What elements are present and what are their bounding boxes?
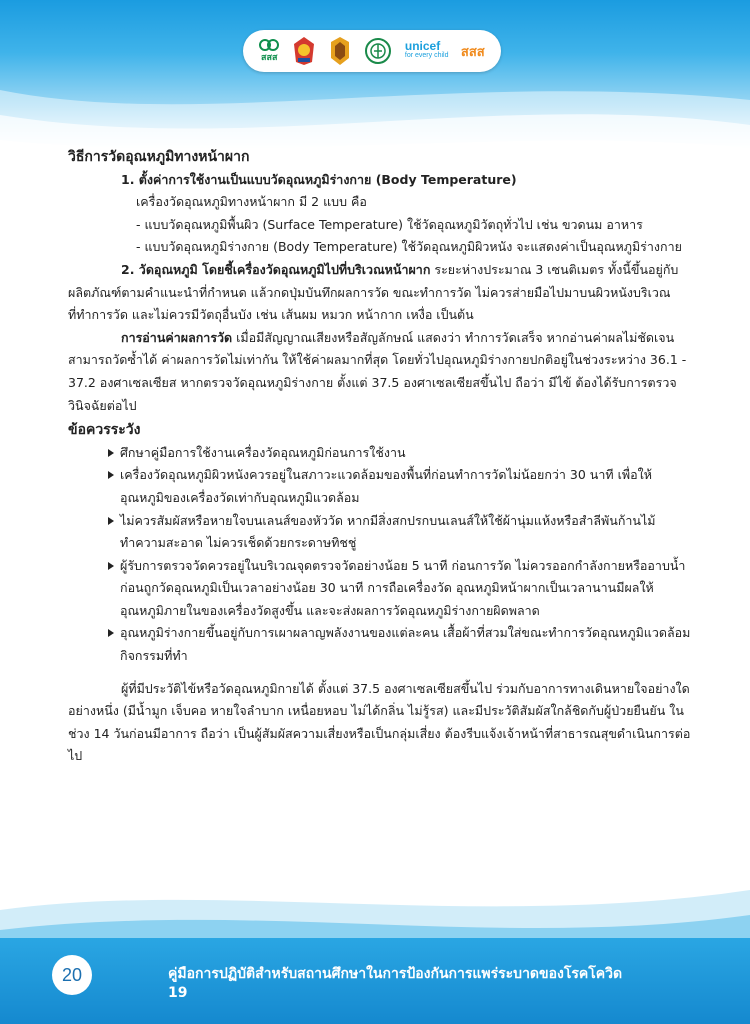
cautions-list xyxy=(68,442,694,668)
list-item: อุณหภูมิร่างกายขึ้นอยู่กับการเผาผลาญพลังงานของแต่ละคน เสื้อผ้าที่สวมใส่ขณะทำการวัดอุณหภูมิแวดล้อม กิจกรรมที่ทำ xyxy=(68,622,694,667)
list-item: ไม่ควรสัมผัสหรือหายใจบนเลนส์ของหัววัด หากมีสิ่งสกปรกบนเลนส์ให้ใช้ผ้านุ่มแห้งหรือสำลีพันก้านไม้ทำความสะอาด ไม่ควรเช็ดด้วยกระดาษทิชชู่ xyxy=(68,510,694,555)
step2-paragraph xyxy=(68,259,694,327)
bullet-triangle-icon xyxy=(108,449,114,457)
list-item: เครื่องวัดอุณหภูมิผิวหนังควรอยู่ในสภาวะแวดล้อมของพื้นที่ก่อนทำการวัดไม่น้อยกว่า 30 นาที เพื่อให้อุณหภูมิของเครื่องวัดเท่ากับอุณหภูมิแวดล้อม xyxy=(68,464,694,509)
unicef-logo-text: unicef xyxy=(404,39,441,53)
logo-bar xyxy=(243,30,501,72)
unicef-logo xyxy=(405,41,449,61)
unicef-logo-subtext: for every child xyxy=(404,52,449,59)
bullet-triangle-icon xyxy=(108,517,114,525)
reading-paragraph xyxy=(68,327,694,417)
step1-line: - แบบวัดอุณหภูมิร่างกาย (Body Temperature) ใช้วัดอุณหภูมิผิวหนัง จะแสดงค่าเป็นอุณหภูมิร่างกาย xyxy=(136,239,682,255)
cautions-title: ข้อควรระวัง xyxy=(68,422,141,439)
crest-logo-2 xyxy=(328,36,352,66)
bullet-triangle-icon xyxy=(108,471,114,479)
closing-paragraph: ผู้ที่มีประวัติไข้หรือวัดอุณหภูมิกายได้ ตั้งแต่ 37.5 องศาเซลเซียสขึ้นไป ร่วมกับอาการทางเดินหายใจอย่างใดอย่างหนึ่ง (มีน้ำมูก เจ็บคอ หายใจลำบาก เหนื่อยหอบ ไม่ได้กลิ่น ไม่รู้รส) และมีประวัติสัมผัสใกล้ชิดกับผู้ป่วยยืนยัน ในช่วง 14 วันก่อนมีอาการ ถือว่า เป็นผู้สัมผัสความเสี่ยงหรือเป็นกลุ่มเสี่ยง ต้องรีบแจ้งเจ้าหน้าที่สาธารณสุขดำเนินการต่อไป xyxy=(68,680,691,764)
page-number: 20 xyxy=(52,955,92,995)
footer-title: คู่มือการปฏิบัติสำหรับสถานศึกษาในการป้องกันการแพร่ระบาดของโรคโควิด 19 xyxy=(168,966,623,1001)
step2-bold: 2. วัดอุณหภูมิ โดยชี้เครื่องวัดอุณหภูมิไปที่บริเวณหน้าผาก xyxy=(121,261,431,277)
thaihealth-logo-text: สสส xyxy=(260,53,278,63)
bullet-triangle-icon xyxy=(108,562,114,570)
thaihealth-kids-logo-text: สสส xyxy=(460,44,485,60)
section-title: วิธีการวัดอุณหภูมิทางหน้าผาก xyxy=(68,149,250,165)
step1-line: เครื่องวัดอุณหภูมิทางหน้าผาก มี 2 แบบ คือ xyxy=(136,194,367,210)
reading-text: เมื่อมีสัญญาณเสียงหรือสัญลักษณ์ แสดงว่า ทำการวัดเสร็จ หากอ่านค่าผลไม่ชัดเจน สามารถวัดซ้ำได้ ค่าผลการวัดไม่เท่ากัน ให้ใช้ค่าผลมากที่สุด โดยทั่วไปอุณหภูมิร่างกายปกติอยู่ในช่วงระหว่าง 36.1 - 37.2 องศาเซลเซียส หากตรวจวัดอุณหภูมิร่างกาย ตั้งแต่ 37.5 องศาเซลเซียสขึ้นไป ถือว่า มีไข้ ต้องได้รับการตรวจวินิจฉัยต่อไป xyxy=(68,329,687,413)
moph-logo xyxy=(364,37,392,65)
reading-bold: การอ่านค่าผลการวัด xyxy=(121,329,233,345)
bullet-triangle-icon xyxy=(108,629,114,637)
step2-text: ระยะห่างประมาณ 3 เซนติเมตร ทั้งนี้ขึ้นอยู่กับผลิตภัณฑ์ตามคำแนะนำที่กำหนด แล้วกดปุ่มบันทึกผลการวัด ขณะทำการวัด ไม่ควรส่ายมือไปมาบนผิวหนังบริเวณที่ทำการวัด และไม่ควรมีวัตถุอื่นบัง เช่น เส้นผม หมวก หน้ากาก เหงื่อ เป็นต้น xyxy=(68,261,679,323)
thaihealth-logo xyxy=(259,39,279,63)
list-item: ศึกษาคู่มือการใช้งานเครื่องวัดอุณหภูมิก่อนการใช้งาน xyxy=(68,442,694,465)
crest-logo-1 xyxy=(292,36,316,66)
main-content xyxy=(68,146,694,768)
step1-line: - แบบวัดอุณหภูมิพื้นผิว (Surface Temperature) ใช้วัดอุณหภูมิวัตถุทั่วไป เช่น ขวดนม อาหาร xyxy=(136,216,643,232)
step1-heading: 1. ตั้งค่าการใช้งานเป็นแบบวัดอุณหภูมิร่างกาย (Body Temperature) xyxy=(121,171,517,187)
list-item: ผู้รับการตรวจวัดควรอยู่ในบริเวณจุดตรวจวัดอย่างน้อย 5 นาที ก่อนการวัด ไม่ควรออกกำลังกายหรืออาบน้ำ ก่อนถูกวัดอุณหภูมิเป็นเวลาอย่างน้อย 30 นาที การถือเครื่องวัด อุณหภูมิหน้าผากเป็นเวลานานมีผลให้อุณหภูมิภายในของเครื่องวัดสูงขึ้น และจะส่งผลการวัดอุณหภูมิร่างกายผิดพลาด xyxy=(68,555,694,623)
thaihealth-kids-logo xyxy=(461,41,485,62)
